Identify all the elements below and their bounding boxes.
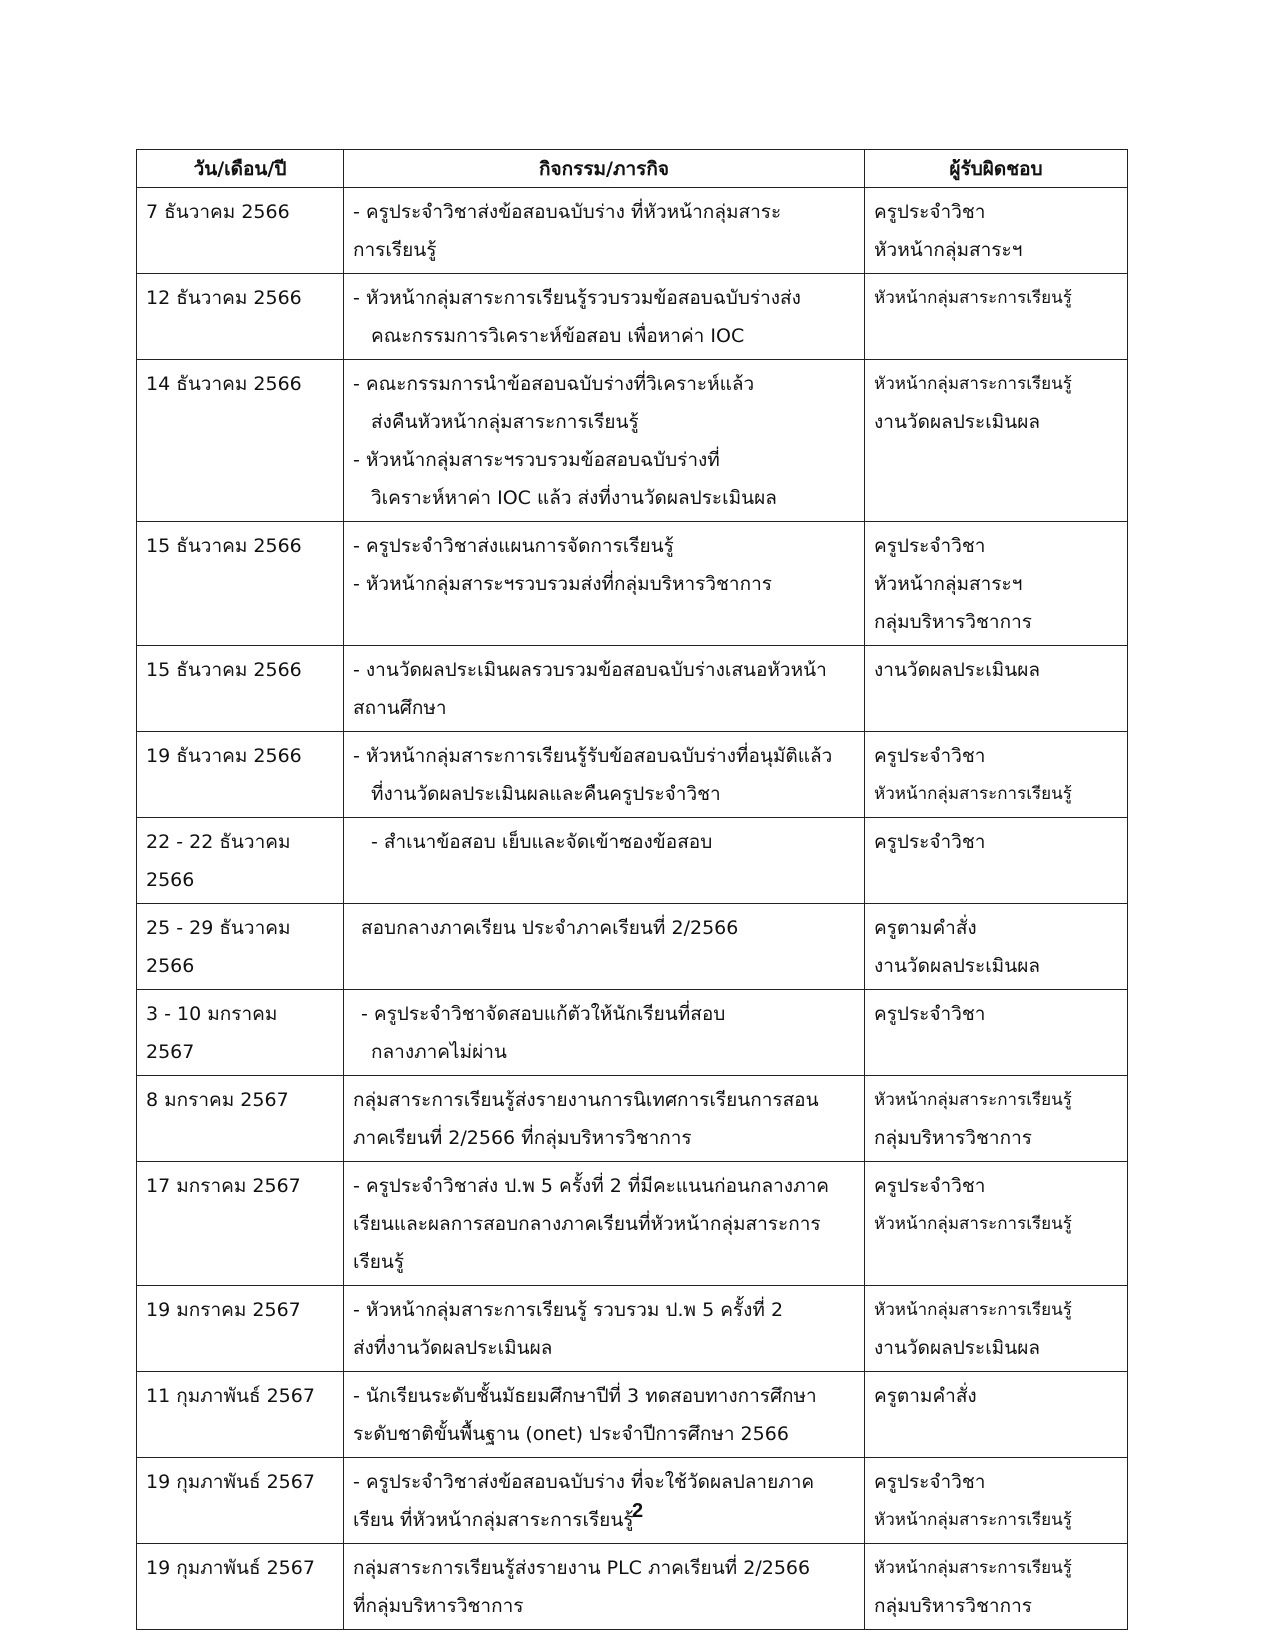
responsible-line: ครูประจำวิชา: [874, 1003, 986, 1025]
table-row: [137, 188, 1128, 274]
responsible-line: งานวัดผลประเมินผล: [874, 1337, 1040, 1359]
date-cell: [137, 360, 344, 522]
activity-line: กลุ่มสาระการเรียนรู้ส่งรายงาน PLC ภาคเรียนที่ 2/2566: [353, 1557, 811, 1579]
responsible-line: หัวหน้ากลุ่มสาระการเรียนรู้: [874, 1214, 1072, 1234]
responsible-cell: [865, 1162, 1128, 1286]
responsible-cell: [865, 732, 1128, 818]
responsible-cell: [865, 646, 1128, 732]
activity-line: กลุ่มสาระการเรียนรู้ส่งรายงานการนิเทศการเรียนการสอน: [353, 1089, 819, 1111]
activity-line: - คณะกรรมการนำข้อสอบฉบับร่างที่วิเคราะห์แล้ว: [353, 373, 755, 395]
activity-line: - งานวัดผลประเมินผลรวบรวมข้อสอบฉบับร่างเสนอหัวหน้า: [353, 659, 827, 681]
activity-line: - หัวหน้ากลุ่มสาระการเรียนรู้ รวบรวม ป.พ 5 ครั้งที่ 2: [353, 1299, 784, 1321]
date-text: 19 กุมภาพันธ์ 2567: [146, 1471, 315, 1493]
date-cell: [137, 1286, 344, 1372]
date-text: 8 มกราคม 2567: [146, 1089, 289, 1111]
header-activity: กิจกรรม/ภารกิจ: [344, 150, 865, 188]
responsible-cell: [865, 274, 1128, 360]
date-text: 25 - 29 ธันวาคม: [146, 917, 291, 939]
table-row: [137, 1162, 1128, 1286]
activity-cell: [344, 904, 865, 990]
activity-cell: [344, 732, 865, 818]
responsible-cell: [865, 990, 1128, 1076]
table-row: [137, 904, 1128, 990]
activity-line: เรียนและผลการสอบกลางภาคเรียนที่หัวหน้ากลุ่มสาระการ: [353, 1213, 821, 1235]
responsible-line: หัวหน้ากลุ่มสาระฯ: [874, 239, 1023, 261]
activity-line: - นักเรียนระดับชั้นมัธยมศึกษาปีที่ 3 ทดสอบทางการศึกษา: [353, 1385, 817, 1407]
date-cell: [137, 904, 344, 990]
table-header-row: [137, 150, 1128, 188]
activity-cell: [344, 522, 865, 646]
date-text: 3 - 10 มกราคม: [146, 1003, 278, 1025]
responsible-line: ครูประจำวิชา: [874, 201, 986, 223]
responsible-line: หัวหน้ากลุ่มสาระฯ: [874, 573, 1023, 595]
table-row: [137, 1544, 1128, 1630]
activity-line: การเรียนรู้: [353, 239, 437, 261]
activity-cell: [344, 274, 865, 360]
activity-line: - หัวหน้ากลุ่มสาระฯรวบรวมส่งที่กลุ่มบริหารวิชาการ: [353, 573, 772, 595]
activity-line: สถานศึกษา: [353, 697, 447, 719]
responsible-cell: [865, 1076, 1128, 1162]
table-row: [137, 818, 1128, 904]
responsible-line: กลุ่มบริหารวิชาการ: [874, 611, 1032, 633]
date-text: 19 กุมภาพันธ์ 2567: [146, 1557, 315, 1579]
activity-cell: [344, 1162, 865, 1286]
responsible-cell: [865, 1372, 1128, 1458]
activity-line: - ครูประจำวิชาส่งข้อสอบฉบับร่าง ที่หัวหน้ากลุ่มสาระ: [353, 201, 782, 223]
responsible-line: ครูตามคำสั่ง: [874, 1385, 977, 1407]
activity-line: ภาคเรียนที่ 2/2566 ที่กลุ่มบริหารวิชาการ: [353, 1127, 692, 1149]
activity-line: ที่กลุ่มบริหารวิชาการ: [353, 1595, 524, 1617]
schedule-table: [136, 149, 1128, 1630]
table-row: [137, 990, 1128, 1076]
activity-line: คณะกรรมการวิเคราะห์ข้อสอบ เพื่อหาค่า IOC: [371, 325, 745, 347]
activity-line: - สำเนาข้อสอบ เย็บและจัดเข้าซองข้อสอบ: [371, 831, 713, 853]
activity-cell: [344, 1544, 865, 1630]
activity-line: ที่งานวัดผลประเมินผลและคืนครูประจำวิชา: [371, 783, 721, 805]
activity-line: - ครูประจำวิชาส่งแผนการจัดการเรียนรู้: [353, 535, 674, 557]
responsible-cell: [865, 818, 1128, 904]
activity-line: ระดับชาติขั้นพื้นฐาน (onet) ประจำปีการศึกษา 2566: [353, 1423, 789, 1445]
activity-line: ส่งที่งานวัดผลประเมินผล: [353, 1337, 553, 1359]
date-cell: [137, 1162, 344, 1286]
date-cell: [137, 732, 344, 818]
responsible-cell: [865, 1544, 1128, 1630]
page-number: 2: [631, 1500, 644, 1522]
date-text: 11 กุมภาพันธ์ 2567: [146, 1385, 315, 1407]
responsible-line: งานวัดผลประเมินผล: [874, 955, 1040, 977]
activity-cell: [344, 646, 865, 732]
responsible-line: ครูตามคำสั่ง: [874, 917, 977, 939]
responsible-line: ครูประจำวิชา: [874, 1471, 986, 1493]
activity-line: กลางภาคไม่ผ่าน: [371, 1041, 507, 1063]
table-row: [137, 360, 1128, 522]
responsible-line: กลุ่มบริหารวิชาการ: [874, 1127, 1032, 1149]
date-cell: [137, 188, 344, 274]
table-row: [137, 1076, 1128, 1162]
activity-cell: [344, 1372, 865, 1458]
responsible-cell: [865, 522, 1128, 646]
table-row: [137, 1286, 1128, 1372]
date-cell: [137, 818, 344, 904]
responsible-line: หัวหน้ากลุ่มสาระการเรียนรู้: [874, 374, 1072, 394]
table-row: [137, 732, 1128, 818]
responsible-line: หัวหน้ากลุ่มสาระการเรียนรู้: [874, 1300, 1072, 1320]
responsible-line: ครูประจำวิชา: [874, 1175, 986, 1197]
activity-cell: [344, 990, 865, 1076]
activity-line: - ครูประจำวิชาส่งข้อสอบฉบับร่าง ที่จะใช้วัดผลปลายภาค: [353, 1471, 815, 1493]
activity-line: - หัวหน้ากลุ่มสาระการเรียนรู้รับข้อสอบฉบับร่างที่อนุมัติแล้ว: [353, 745, 833, 767]
date-text: 2566: [146, 955, 195, 977]
date-cell: [137, 1076, 344, 1162]
date-text: 12 ธันวาคม 2566: [146, 287, 302, 309]
responsible-line: ครูประจำวิชา: [874, 831, 986, 853]
activity-cell: [344, 188, 865, 274]
date-cell: [137, 990, 344, 1076]
date-text: 19 มกราคม 2567: [146, 1299, 301, 1321]
activity-line: เรียนรู้: [353, 1251, 405, 1273]
activity-line: - ครูประจำวิชาจัดสอบแก้ตัวให้นักเรียนที่สอบ: [361, 1003, 726, 1025]
responsible-line: หัวหน้ากลุ่มสาระการเรียนรู้: [874, 784, 1072, 804]
date-cell: [137, 274, 344, 360]
responsible-line: ครูประจำวิชา: [874, 745, 986, 767]
header-date: วัน/เดือน/ปี: [137, 150, 344, 188]
responsible-line: ครูประจำวิชา: [874, 535, 986, 557]
date-cell: [137, 522, 344, 646]
date-text: 15 ธันวาคม 2566: [146, 659, 302, 681]
activity-cell: [344, 360, 865, 522]
activity-cell: [344, 1076, 865, 1162]
activity-cell: [344, 1286, 865, 1372]
date-cell: [137, 1544, 344, 1630]
date-text: 19 ธันวาคม 2566: [146, 745, 302, 767]
activity-line: - หัวหน้ากลุ่มสาระฯรวบรวมข้อสอบฉบับร่างที่: [353, 449, 720, 471]
activity-line: - หัวหน้ากลุ่มสาระการเรียนรู้รวบรวมข้อสอบฉบับร่างส่ง: [353, 287, 801, 309]
responsible-line: กลุ่มบริหารวิชาการ: [874, 1595, 1032, 1617]
responsible-line: หัวหน้ากลุ่มสาระการเรียนรู้: [874, 1090, 1072, 1110]
responsible-line: หัวหน้ากลุ่มสาระการเรียนรู้: [874, 1510, 1072, 1530]
date-text: 22 - 22 ธันวาคม: [146, 831, 291, 853]
table-row: [137, 522, 1128, 646]
date-text: 17 มกราคม 2567: [146, 1175, 301, 1197]
activity-line: ส่งคืนหัวหน้ากลุ่มสาระการเรียนรู้: [371, 411, 639, 433]
responsible-cell: [865, 904, 1128, 990]
responsible-line: งานวัดผลประเมินผล: [874, 411, 1040, 433]
activity-line: สอบกลางภาคเรียน ประจำภาคเรียนที่ 2/2566: [361, 917, 739, 939]
table-row: [137, 646, 1128, 732]
table-row: [137, 274, 1128, 360]
table-row: [137, 1372, 1128, 1458]
date-text: 14 ธันวาคม 2566: [146, 373, 302, 395]
date-text: 15 ธันวาคม 2566: [146, 535, 302, 557]
activity-line: เรียน ที่หัวหน้ากลุ่มสาระการเรียนรู้: [353, 1509, 634, 1531]
date-cell: [137, 1372, 344, 1458]
date-text: 7 ธันวาคม 2566: [146, 201, 290, 223]
header-responsible: ผู้รับผิดชอบ: [865, 150, 1128, 188]
activity-line: วิเคราะห์หาค่า IOC แล้ว ส่งที่งานวัดผลประเมินผล: [371, 487, 777, 509]
responsible-line: หัวหน้ากลุ่มสาระการเรียนรู้: [874, 288, 1072, 308]
date-text: 2566: [146, 869, 195, 891]
responsible-line: หัวหน้ากลุ่มสาระการเรียนรู้: [874, 1558, 1072, 1578]
activity-cell: [344, 818, 865, 904]
date-text: 2567: [146, 1041, 195, 1063]
responsible-cell: [865, 188, 1128, 274]
date-cell: [137, 646, 344, 732]
activity-line: - ครูประจำวิชาส่ง ป.พ 5 ครั้งที่ 2 ที่มีคะแนนก่อนกลางภาค: [353, 1175, 829, 1197]
responsible-cell: [865, 1286, 1128, 1372]
responsible-cell: [865, 360, 1128, 522]
responsible-line: งานวัดผลประเมินผล: [874, 659, 1040, 681]
